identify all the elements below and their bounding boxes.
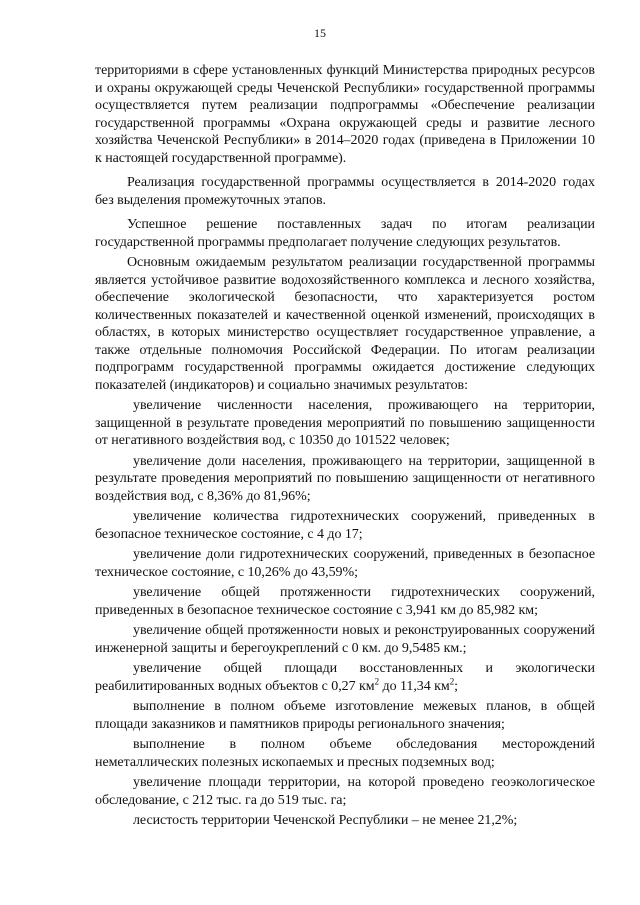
list-item-protection-length: увеличение общей протяженности новых и реконструированных сооружений инженерной защиты и берегоукреплений с 0 км. до 9,5485 км.; — [95, 623, 595, 656]
list-item-water-bodies-area — [95, 660, 595, 695]
paragraph-implementation-period: Реализация государственной программы осуществляется в 2014-2020 годах без выделения промежуточных этапов. — [95, 175, 595, 208]
list-item-structures-length: увеличение общей протяженности гидротехнических сооружений, приведенных в безопасное техническое состояние с 3,941 км до 85,982 км; — [95, 585, 595, 618]
list-item-population-count: увеличение численности населения, проживающего на территории, защищенной в результате проведения мероприятий по повышению защищенности от негативного воздействия вод, с 10350 до 101522 человек; — [95, 398, 595, 448]
list-item-boundary-plans: выполнение в полном объеме изготовление межевых планов, в общей площади заказников и памятников природы регионального значения; — [95, 699, 595, 732]
list-item-forest-cover: лесистость территории Чеченской Республики – не менее 21,2%; — [133, 813, 518, 828]
page-number: 15 — [314, 26, 326, 40]
paragraph-main-result: Основным ожидаемым результатом реализации государственной программы является устойчивое развитие водохозяйственного комплекса и лесного хозяйства, обеспечение экологической безопасности, что характеризуется ростом количественных показателей и качественной оценкой изменений, происходящих в областях, в которых министерство осуществляет государственное управление, а также отдельные полномочия Российской Федерации. По итогам реализации подпрограмм государственной программы ожидается достижение следующих показателей (индикаторов) и социально значимых результатов: — [95, 255, 595, 393]
list-item-structures-count: увеличение количества гидротехнических сооружений, приведенных в безопасное техническое состояние, с 4 до 17; — [95, 509, 595, 542]
list-item-population-share: увеличение доли населения, проживающего на территории, защищенной в результате проведения мероприятий по повышению защищенности от негативного воздействия вод, с 8,36% до 81,96%; — [95, 453, 595, 504]
paragraph-continuation: территориями в сфере установленных функций Министерства природных ресурсов и охраны окружающей среды Чеченской Республики» государственной программы осуществляется путем реализации подпрограммы «Обеспечение реализации государственной программы «Охрана окружающей среды и развитие лесного хозяйства Чеченской Республики» в 2014–2020 годах (приведена в Приложении 10 к настоящей государственной программе). — [95, 63, 595, 166]
list-item-geoecological-survey: увеличение площади территории, на которой проведено геоэкологическое обследование, с 212 тыс. га до 519 тыс. га; — [95, 775, 595, 808]
list-item-deposits-survey: выполнение в полном объеме обследования месторождений неметаллических полезных ископаемых и пресных подземных вод; — [95, 737, 595, 770]
area-text-before: увеличение общей площади восстановленных и экологически реабилитированных водных объектов с 0,27 км — [95, 661, 595, 694]
document-body — [95, 62, 595, 833]
area-text-after: ; — [454, 678, 459, 694]
area-superscript-2: 2 — [449, 675, 455, 686]
area-superscript-1: 2 — [374, 675, 380, 686]
area-text-middle: до 11,34 км — [379, 678, 450, 694]
paragraph-expected-results-intro: Успешное решение поставленных задач по итогам реализации государственной программы предполагает получение следующих результатов. — [95, 217, 595, 250]
list-item-structures-share: увеличение доли гидротехнических сооружений, приведенных в безопасное техническое состояние, с 10,26% до 43,59%; — [95, 547, 595, 580]
